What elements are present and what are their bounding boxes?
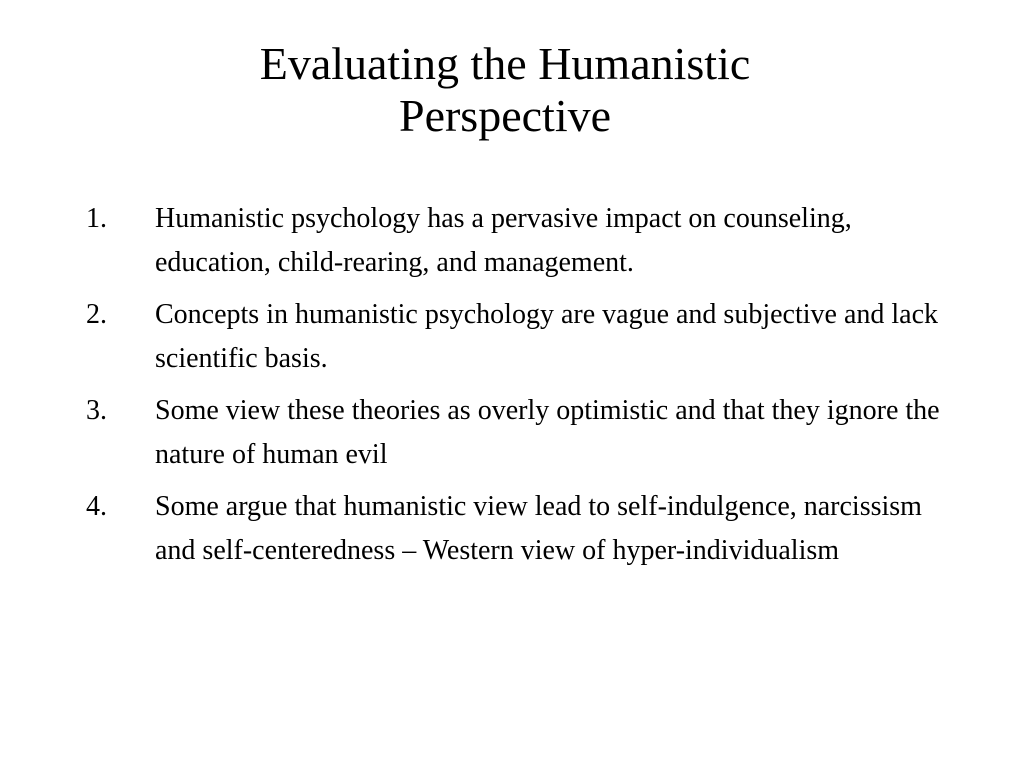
list-item-text: Some argue that humanistic view lead to self-indulgence, narcissism and self-centeredness – Western view of hyper-individualism xyxy=(155,491,922,566)
list-item-number: 1. xyxy=(86,203,107,234)
numbered-list xyxy=(86,197,966,581)
list-item-text: Humanistic psychology has a pervasive impact on counseling, education, child-rearing, and management. xyxy=(155,203,852,278)
slide-title-line-2: Perspective xyxy=(398,90,612,141)
list-item-number: 3. xyxy=(86,395,107,426)
list-item-text: Some view these theories as overly optimistic and that they ignore the nature of human evil xyxy=(155,395,940,470)
slide-title xyxy=(0,38,1010,142)
list-item-number: 4. xyxy=(86,491,107,522)
list-item xyxy=(86,197,966,285)
list-item-number: 2. xyxy=(86,299,107,330)
list-item xyxy=(86,485,966,573)
slide-title-line-1: Evaluating the Humanistic xyxy=(259,38,751,89)
list-item xyxy=(86,389,966,477)
list-item xyxy=(86,293,966,381)
list-item-text: Concepts in humanistic psychology are vague and subjective and lack scientific basis. xyxy=(155,299,939,374)
